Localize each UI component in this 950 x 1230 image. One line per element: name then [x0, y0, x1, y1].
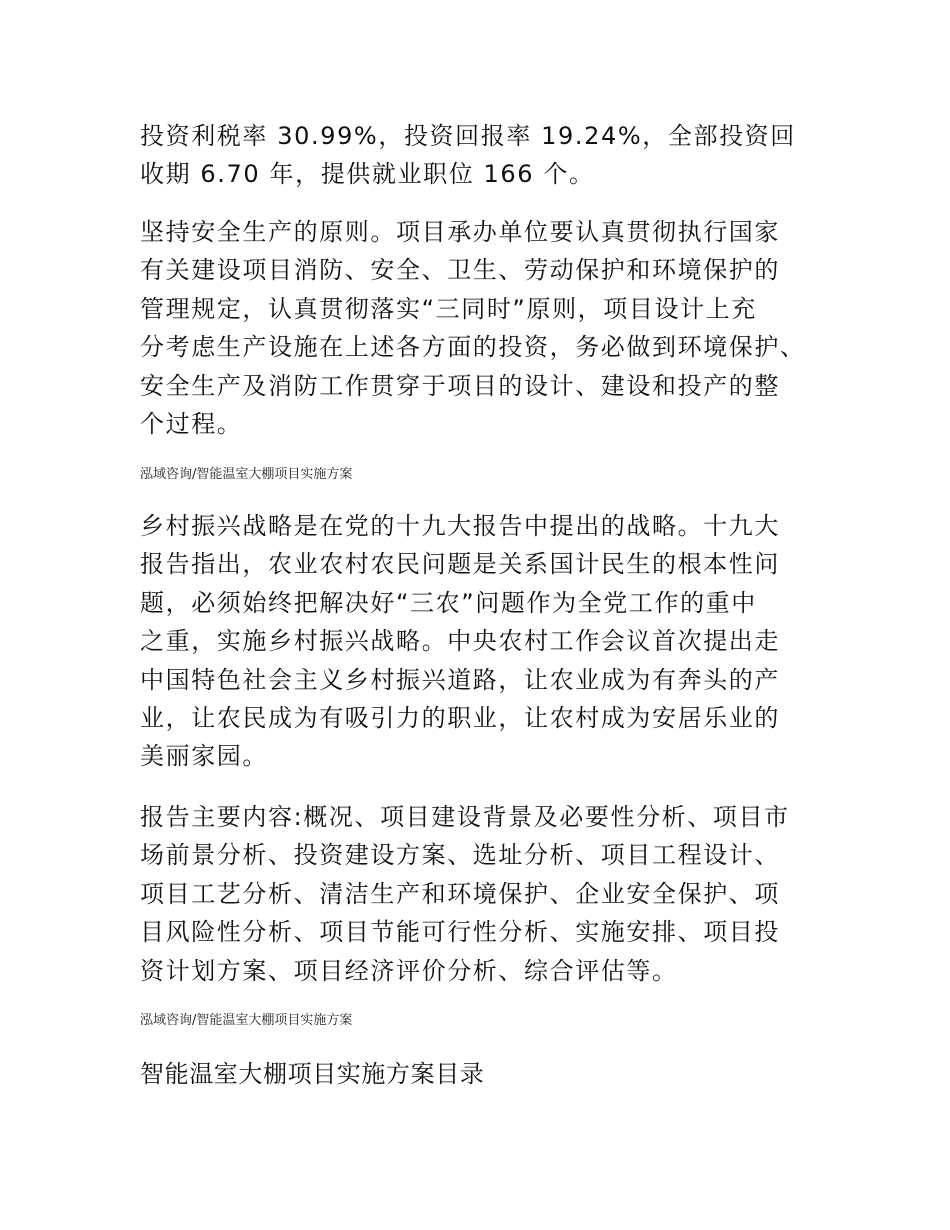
text-line: 投资利税率 30.99%，投资回报率 19.24%，全部投资回 [140, 122, 796, 150]
text-line: 项目工艺分析、清洁生产和环境保护、企业安全保护、项 [140, 879, 780, 908]
text-line: 安全生产及消防工作贯穿于项目的设计、建设和投产的整 [140, 371, 780, 400]
paragraph-investment-returns [140, 117, 820, 194]
text-line: 坚持安全生产的原则。项目承办单位要认真贯彻执行国家 [140, 218, 780, 246]
text-line: 报告指出，农业农村农民问题是关系国计民生的根本性问 [140, 550, 780, 579]
text-line: 分考虑生产设施在上述各方面的投资，务必做到环境保护、 [140, 333, 806, 362]
text-line: 题，必须始终把解决好“三农”问题作为全党工作的重中 [140, 588, 757, 617]
text-line: 管理规定，认真贯彻落实“三同时”原则，项目设计上充 [140, 294, 757, 323]
source-note: 泓域咨询/智能温室大棚项目实施方案 [140, 467, 353, 482]
text-line: 之重，实施乡村振兴战略。中央农村工作会议首次提出走 [140, 627, 780, 656]
source-note: 泓域咨询/智能温室大棚项目实施方案 [140, 1013, 353, 1028]
text-line: 目风险性分析、项目节能可行性分析、实施安排、项目投 [140, 918, 780, 947]
text-line: 个过程。 [140, 409, 243, 438]
paragraph-rural-revitalization [140, 507, 820, 776]
text-line: 美丽家园。 [140, 742, 268, 771]
text-line: 业，让农民成为有吸引力的职业，让农村成为安居乐业的 [140, 703, 780, 732]
text-line: 场前景分析、投资建设方案、选址分析、项目工程设计、 [140, 841, 780, 870]
paragraph-safety-principle [140, 213, 820, 443]
text-line: 乡村振兴战略是在党的十九大报告中提出的战略。十九大 [140, 512, 780, 540]
text-line: 收期 6.70 年，提供就业职位 166 个。 [140, 160, 595, 189]
paragraph-report-contents [140, 798, 820, 990]
text-line: 资计划方案、项目经济评价分析、综合评估等。 [140, 956, 678, 985]
text-line: 报告主要内容:概况、项目建设背景及必要性分析、项目市 [140, 803, 790, 831]
text-line: 中国特色社会主义乡村振兴道路，让农业成为有奔头的产 [140, 665, 780, 694]
toc-heading: 智能温室大棚项目实施方案目录 [140, 1060, 485, 1088]
text-line: 有关建设项目消防、安全、卫生、劳动保护和环境保护的 [140, 256, 780, 285]
